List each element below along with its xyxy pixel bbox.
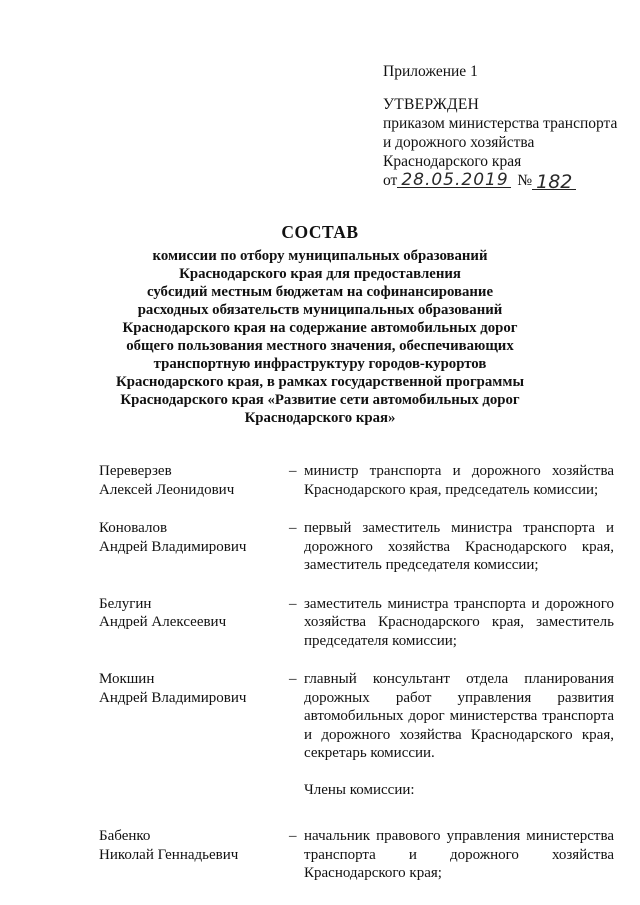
members-section-label: Члены комиссии: [304, 781, 415, 798]
member-given-name: Андрей Владимирович [99, 538, 247, 555]
member-given-name: Николай Геннадьевич [99, 846, 239, 863]
member-dash: – [289, 671, 297, 687]
member-name [99, 827, 289, 883]
document-title [90, 222, 550, 427]
date-prefix: от [383, 172, 398, 189]
title-line: расходных обязательств муниципальных образований [137, 302, 503, 318]
appendix-block [383, 62, 633, 193]
member-dash: – [289, 595, 297, 612]
member-given-name: Андрей Владимирович [99, 689, 247, 706]
member-given-name: Андрей Алексеевич [99, 614, 227, 630]
member-surname: Переверзев [99, 463, 172, 479]
title-line: Краснодарского края» [244, 410, 396, 426]
appendix-label: Приложение 1 [383, 63, 478, 80]
member-surname: Мокшин [99, 671, 155, 687]
order-line-2: и дорожного хозяйства [383, 134, 535, 151]
order-line-3: Краснодарского края [383, 153, 522, 170]
member-name [99, 670, 289, 763]
member-row [99, 519, 614, 575]
member-role: заместитель министра транспорта и дорожного хозяйства Краснодарского края, заместитель председателя комиссии; [304, 595, 614, 649]
member-surname: Коновалов [99, 520, 168, 536]
member-name [99, 519, 289, 575]
member-surname: Бабенко [99, 828, 151, 844]
handwritten-date: 28.05.2019 [397, 173, 511, 188]
title-line: общего пользования местного значения, обеспечивающих [126, 338, 514, 354]
member-given-name: Алексей Леонидович [99, 481, 235, 498]
member-row [99, 595, 614, 651]
member-dash: – [289, 463, 297, 479]
order-date-row [383, 170, 633, 193]
title-line: Краснодарского края для предоставления [179, 266, 461, 282]
member-row [99, 670, 614, 763]
title-line: Краснодарского края «Развитие сети автомобильных дорог [120, 392, 520, 408]
order-line-1: приказом министерства транспорта [383, 115, 618, 132]
member-surname: Белугин [99, 595, 152, 612]
title-line: субсидий местным бюджетам на софинансирование [146, 284, 494, 300]
members-list [99, 462, 614, 903]
member-row [99, 827, 614, 883]
member-name [99, 462, 289, 499]
member-row [99, 462, 614, 499]
title-line: транспортную инфраструктуру городов-курортов [153, 356, 487, 372]
handwritten-number: 182 [532, 175, 576, 190]
title-line: комиссии по отбору муниципальных образований [152, 248, 488, 264]
member-role: первый заместитель министра транспорта и дорожного хозяйства Краснодарского края, заместитель председателя комиссии; [304, 520, 614, 573]
member-role: министр транспорта и дорожного хозяйства Краснодарского края, председатель комиссии; [304, 463, 614, 498]
member-dash: – [289, 828, 297, 844]
title-line: Краснодарского края на содержание автомобильных дорог [122, 320, 518, 336]
member-name [99, 595, 289, 651]
number-prefix: № [517, 172, 533, 189]
member-role: начальник правового управления министерства транспорта и дорожного хозяйства Краснодарского края; [304, 828, 614, 881]
title-heading: СОСТАВ [281, 222, 359, 242]
member-role: главный консультант отдела планирования дорожных работ управления развития автомобильных дорог министерства транспорта и дорожного хозяйства Краснодарского края, секретарь комиссии. [304, 671, 614, 761]
title-line: Краснодарского края, в рамках государственной программы [115, 374, 524, 390]
member-dash: – [289, 520, 297, 536]
approved-stamp: УТВЕРЖДЕН [383, 96, 480, 113]
